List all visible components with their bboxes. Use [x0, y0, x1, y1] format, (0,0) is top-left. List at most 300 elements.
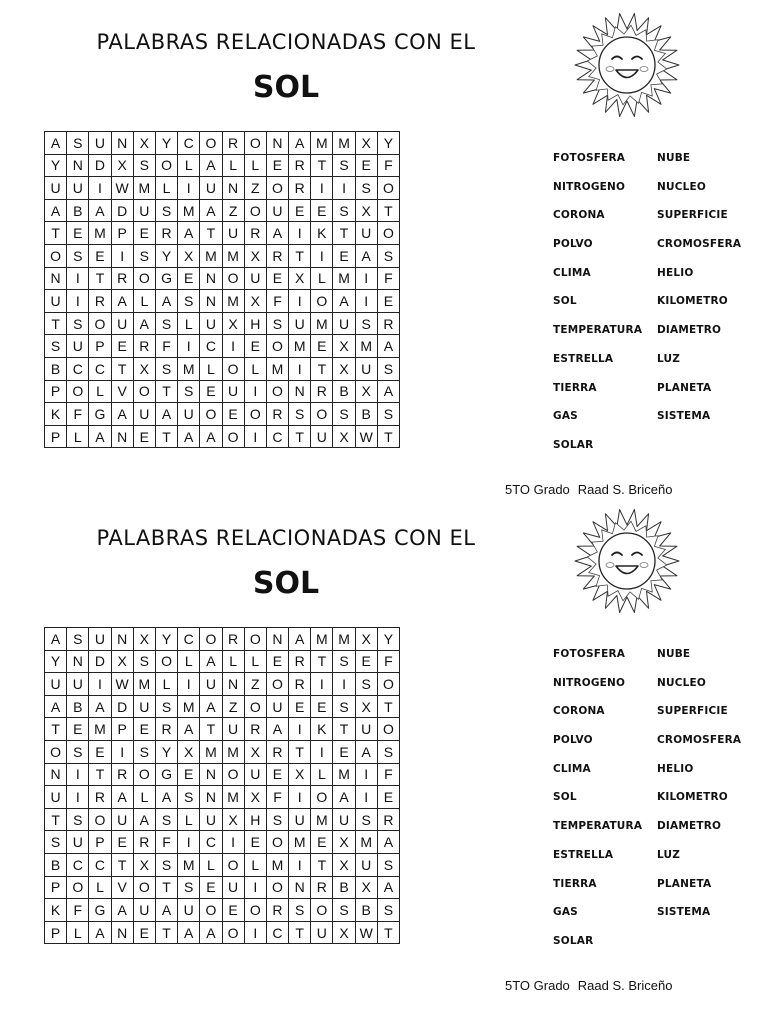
grid-cell: S [333, 695, 355, 718]
grid-cell: O [89, 808, 111, 831]
grid-cell: E [222, 899, 244, 922]
grid-cell: S [67, 244, 89, 267]
grid-cell: N [45, 763, 67, 786]
grid-cell: M [200, 740, 222, 763]
grid-cell: A [45, 132, 67, 155]
word-list-item: POLVO [553, 238, 593, 251]
grid-cell: T [155, 921, 177, 944]
grid-cell: O [311, 403, 333, 426]
grid-cell: I [289, 357, 311, 380]
grid-cell: M [133, 177, 155, 200]
grid-cell: U [89, 628, 111, 651]
grid-cell: Z [222, 199, 244, 222]
word-list-item: TEMPERATURA [553, 820, 643, 833]
grid-cell: A [45, 199, 67, 222]
grid-cell: E [377, 290, 399, 313]
grid-cell: E [67, 222, 89, 245]
grid-cell: E [333, 740, 355, 763]
word-list-item: CORONA [553, 705, 605, 718]
grid-cell: D [89, 650, 111, 673]
smiling-sun-icon [572, 10, 682, 120]
grid-cell: A [45, 695, 67, 718]
grid-cell: F [155, 831, 177, 854]
word-list [553, 152, 763, 468]
grid-cell: Y [155, 628, 177, 651]
word-list-row [553, 353, 763, 382]
grid-row [45, 831, 400, 854]
grid-cell: O [222, 921, 244, 944]
word-list-item: NUBE [657, 152, 691, 164]
grid-cell: I [89, 177, 111, 200]
word-list-item: NITROGENO [553, 676, 626, 689]
grid-cell: I [289, 290, 311, 313]
grid-cell: L [311, 267, 333, 290]
grid-cell: O [377, 718, 399, 741]
grid-cell: B [45, 357, 67, 380]
grid-cell: I [355, 763, 377, 786]
grid-cell: O [266, 673, 288, 696]
grid-cell: L [178, 808, 200, 831]
grid-row [45, 177, 400, 200]
grid-cell: U [355, 718, 377, 741]
grid-cell: R [222, 132, 244, 155]
word-list-item: LUZ [657, 848, 681, 861]
grid-cell: E [178, 763, 200, 786]
word-list-item: PLANETA [657, 877, 712, 890]
word-list-item: CROMOSFERA [657, 734, 742, 747]
grid-cell: D [111, 695, 133, 718]
grid-cell: T [200, 222, 222, 245]
word-list-item: ESTRELLA [553, 352, 614, 365]
grid-cell: K [311, 718, 333, 741]
word-list [553, 648, 763, 964]
grid-cell: M [311, 628, 333, 651]
grid-cell: T [200, 718, 222, 741]
grid-cell: E [89, 244, 111, 267]
grid-cell: M [333, 267, 355, 290]
grid-cell: A [200, 921, 222, 944]
grid-cell: O [266, 380, 288, 403]
grid-cell: A [89, 425, 111, 448]
grid-cell: T [45, 718, 67, 741]
grid-cell: S [67, 132, 89, 155]
grid-cell: O [377, 673, 399, 696]
grid-cell: O [155, 154, 177, 177]
grid-cell: X [355, 628, 377, 651]
word-list-row [553, 906, 763, 935]
grid-cell: O [67, 876, 89, 899]
grid-cell: E [133, 222, 155, 245]
grid-cell: S [155, 808, 177, 831]
grid-cell: Y [377, 628, 399, 651]
grid-cell: H [244, 808, 266, 831]
grid-cell: O [45, 740, 67, 763]
grid-row [45, 650, 400, 673]
grid-cell: T [377, 425, 399, 448]
grid-cell: L [67, 425, 89, 448]
grid-cell: S [355, 673, 377, 696]
grid-cell: O [133, 380, 155, 403]
grid-cell: S [377, 740, 399, 763]
grid-cell: T [311, 154, 333, 177]
grid-cell: L [89, 380, 111, 403]
grid-cell: R [89, 786, 111, 809]
grid-cell: S [178, 786, 200, 809]
word-list-item: TEMPERATURA [553, 324, 643, 337]
grid-cell: E [67, 718, 89, 741]
grid-cell: U [355, 357, 377, 380]
grid-cell: U [200, 312, 222, 335]
word-list-item: KILOMETRO [657, 295, 728, 308]
grid-cell: E [311, 335, 333, 358]
grid-cell: L [178, 650, 200, 673]
word-list-item: ESTRELLA [553, 848, 614, 861]
grid-cell: S [178, 290, 200, 313]
grid-cell: C [67, 853, 89, 876]
grid-cell: L [200, 853, 222, 876]
word-list-item: SOLAR [553, 934, 594, 947]
word-list-row [553, 878, 763, 907]
grid-cell: A [133, 808, 155, 831]
grid-cell: M [333, 132, 355, 155]
word-list-item: TIERRA [553, 381, 597, 394]
grid-cell: C [266, 425, 288, 448]
word-list-row [553, 935, 763, 964]
grid-cell: P [45, 876, 67, 899]
grid-cell: O [244, 695, 266, 718]
grid-cell: C [178, 628, 200, 651]
grid-cell: B [333, 876, 355, 899]
grid-cell: U [266, 199, 288, 222]
word-list-item: SOLAR [553, 438, 594, 451]
grid-cell: L [222, 154, 244, 177]
word-list-row [553, 209, 763, 238]
grid-cell: A [266, 222, 288, 245]
grid-cell: F [377, 650, 399, 673]
grid-cell: A [377, 876, 399, 899]
grid-cell: Y [45, 650, 67, 673]
grid-cell: S [333, 199, 355, 222]
grid-cell: O [266, 177, 288, 200]
grid-cell: S [333, 403, 355, 426]
grid-cell: R [311, 380, 333, 403]
grid-cell: S [155, 312, 177, 335]
grid-cell: U [266, 695, 288, 718]
grid-cell: I [355, 786, 377, 809]
grid-cell: E [377, 786, 399, 809]
grid-cell: W [355, 921, 377, 944]
grid-cell: F [266, 786, 288, 809]
word-search-grid [44, 131, 400, 448]
word-list-item: NITROGENO [553, 180, 626, 193]
grid-cell: M [89, 222, 111, 245]
grid-cell: T [45, 808, 67, 831]
grid-cell: L [133, 290, 155, 313]
word-list-row [553, 648, 763, 677]
grid-cell: E [266, 154, 288, 177]
grid-cell: A [155, 899, 177, 922]
word-list-row [553, 677, 763, 706]
grid-cell: S [377, 853, 399, 876]
worksheet-title: SOL [252, 70, 320, 105]
grid-cell: W [355, 425, 377, 448]
grid-cell: A [200, 199, 222, 222]
grid-cell: T [45, 222, 67, 245]
grid-cell: S [266, 312, 288, 335]
grid-cell: U [178, 899, 200, 922]
grid-cell: I [89, 673, 111, 696]
grid-cell: O [244, 132, 266, 155]
grid-cell: I [289, 718, 311, 741]
grid-cell: X [333, 921, 355, 944]
grid-cell: P [45, 380, 67, 403]
grid-cell: X [133, 132, 155, 155]
word-list-row [553, 763, 763, 792]
grid-cell: O [222, 763, 244, 786]
grid-cell: X [333, 831, 355, 854]
grid-cell: U [244, 267, 266, 290]
grid-cell: V [111, 380, 133, 403]
grid-cell: N [111, 628, 133, 651]
grid-cell: O [222, 425, 244, 448]
grid-cell: S [155, 357, 177, 380]
grid-cell: X [289, 763, 311, 786]
word-list-row [553, 181, 763, 210]
grid-row [45, 357, 400, 380]
grid-cell: M [311, 132, 333, 155]
grid-row [45, 628, 400, 651]
grid-cell: A [355, 244, 377, 267]
grid-cell: X [222, 808, 244, 831]
grid-row [45, 808, 400, 831]
grid-cell: E [311, 199, 333, 222]
grid-cell: U [289, 808, 311, 831]
grid-cell: M [355, 831, 377, 854]
word-list-item: NUBE [657, 648, 691, 660]
word-list-item: TIERRA [553, 877, 597, 890]
grid-cell: F [67, 899, 89, 922]
grid-cell: E [355, 650, 377, 673]
grid-cell: F [266, 290, 288, 313]
grid-cell: E [200, 876, 222, 899]
grid-cell: Y [377, 132, 399, 155]
grid-cell: T [333, 718, 355, 741]
grid-cell: C [67, 357, 89, 380]
grid-cell: U [200, 808, 222, 831]
grid-cell: T [155, 425, 177, 448]
grid-cell: N [222, 673, 244, 696]
grid-cell: S [155, 695, 177, 718]
grid-cell: X [222, 312, 244, 335]
grid-cell: K [311, 222, 333, 245]
word-list-row [553, 410, 763, 439]
word-list-item: CLIMA [553, 762, 591, 775]
grid-cell: S [377, 244, 399, 267]
grid-cell: N [200, 267, 222, 290]
worksheet-heading: PALABRAS RELACIONADAS CON EL [96, 526, 476, 550]
grid-cell: P [45, 425, 67, 448]
grid-cell: X [355, 380, 377, 403]
grid-cell: A [178, 718, 200, 741]
grid-cell: R [289, 650, 311, 673]
grid-cell: U [178, 403, 200, 426]
grid-cell: A [289, 628, 311, 651]
grid-cell: F [67, 403, 89, 426]
grid-cell: L [67, 921, 89, 944]
grid-cell: D [89, 154, 111, 177]
grid-cell: E [266, 763, 288, 786]
grid-cell: I [355, 267, 377, 290]
grid-row [45, 244, 400, 267]
grid-cell: B [45, 853, 67, 876]
grid-cell: U [222, 718, 244, 741]
grid-cell: R [133, 335, 155, 358]
grid-cell: E [178, 267, 200, 290]
grid-cell: O [311, 786, 333, 809]
grid-cell: U [222, 876, 244, 899]
grid-cell: L [222, 650, 244, 673]
grid-cell: I [67, 290, 89, 313]
worksheet-bottom [0, 496, 768, 996]
grid-cell: R [89, 290, 111, 313]
word-list-row [553, 382, 763, 411]
grid-cell: T [333, 222, 355, 245]
grid-cell: O [155, 650, 177, 673]
grid-cell: S [178, 876, 200, 899]
grid-cell: U [45, 786, 67, 809]
grid-cell: M [222, 290, 244, 313]
grid-cell: S [45, 831, 67, 854]
grade-label: 5TO Grado [505, 978, 570, 993]
grid-cell: H [244, 312, 266, 335]
grid-cell: I [244, 876, 266, 899]
grid-row [45, 403, 400, 426]
grid-cell: M [178, 357, 200, 380]
word-list-item: FOTOSFERA [553, 648, 626, 660]
grid-row [45, 853, 400, 876]
grid-cell: O [311, 290, 333, 313]
grid-cell: R [311, 876, 333, 899]
grid-cell: U [222, 380, 244, 403]
grid-row [45, 222, 400, 245]
grid-cell: R [222, 628, 244, 651]
grid-cell: T [155, 380, 177, 403]
word-list-item: NUCLEO [657, 676, 707, 689]
grid-cell: X [111, 650, 133, 673]
grid-cell: B [355, 403, 377, 426]
grid-cell: Y [155, 740, 177, 763]
grid-cell: U [133, 899, 155, 922]
grid-cell: S [133, 650, 155, 673]
grid-cell: S [289, 899, 311, 922]
grid-cell: A [289, 132, 311, 155]
grid-cell: A [111, 899, 133, 922]
grid-cell: E [311, 695, 333, 718]
grid-cell: E [133, 425, 155, 448]
grid-cell: U [45, 177, 67, 200]
grid-cell: U [111, 312, 133, 335]
grid-cell: U [89, 132, 111, 155]
grid-cell: S [377, 403, 399, 426]
grid-cell: G [89, 403, 111, 426]
grid-cell: T [45, 312, 67, 335]
word-list-row [553, 267, 763, 296]
grid-cell: L [200, 357, 222, 380]
grid-cell: S [155, 853, 177, 876]
grid-cell: M [200, 244, 222, 267]
grid-cell: L [178, 154, 200, 177]
grid-cell: L [89, 876, 111, 899]
grid-cell: U [133, 199, 155, 222]
grid-cell: N [222, 177, 244, 200]
word-list-item: CORONA [553, 209, 605, 222]
grid-cell: O [244, 899, 266, 922]
grid-cell: X [289, 267, 311, 290]
grid-cell: M [266, 853, 288, 876]
grid-cell: X [244, 290, 266, 313]
grid-cell: R [377, 312, 399, 335]
grid-cell: E [266, 267, 288, 290]
grid-cell: T [289, 740, 311, 763]
grid-cell: U [45, 290, 67, 313]
grid-cell: S [155, 199, 177, 222]
grid-cell: R [289, 673, 311, 696]
grid-cell: I [355, 290, 377, 313]
word-list-row [553, 295, 763, 324]
grid-cell: M [289, 831, 311, 854]
grid-cell: A [133, 312, 155, 335]
grid-cell: O [244, 628, 266, 651]
grid-cell: O [244, 403, 266, 426]
grid-cell: I [178, 177, 200, 200]
grid-cell: I [178, 335, 200, 358]
grid-cell: C [178, 132, 200, 155]
grid-cell: R [244, 718, 266, 741]
grid-cell: N [111, 425, 133, 448]
grid-cell: R [266, 899, 288, 922]
grid-cell: E [266, 650, 288, 673]
grid-cell: W [111, 177, 133, 200]
grid-cell: U [67, 831, 89, 854]
grid-cell: R [289, 177, 311, 200]
grid-cell: I [289, 222, 311, 245]
grid-cell: M [333, 763, 355, 786]
grid-cell: L [244, 357, 266, 380]
grid-cell: S [355, 808, 377, 831]
grid-cell: X [333, 853, 355, 876]
grid-cell: I [178, 673, 200, 696]
grid-cell: I [67, 267, 89, 290]
grid-cell: O [244, 199, 266, 222]
grid-cell: U [355, 853, 377, 876]
grid-cell: E [289, 695, 311, 718]
grid-cell: A [89, 921, 111, 944]
grid-cell: A [111, 786, 133, 809]
grid-cell: E [333, 244, 355, 267]
word-list-item: SISTEMA [657, 410, 711, 423]
grid-cell: I [67, 786, 89, 809]
grid-cell: O [266, 876, 288, 899]
grid-cell: A [266, 718, 288, 741]
grid-cell: X [355, 132, 377, 155]
grid-cell: I [178, 831, 200, 854]
word-list-row [553, 705, 763, 734]
grid-cell: S [377, 899, 399, 922]
grid-cell: U [133, 403, 155, 426]
grid-cell: U [311, 921, 333, 944]
grid-cell: R [377, 808, 399, 831]
grid-cell: Z [244, 177, 266, 200]
